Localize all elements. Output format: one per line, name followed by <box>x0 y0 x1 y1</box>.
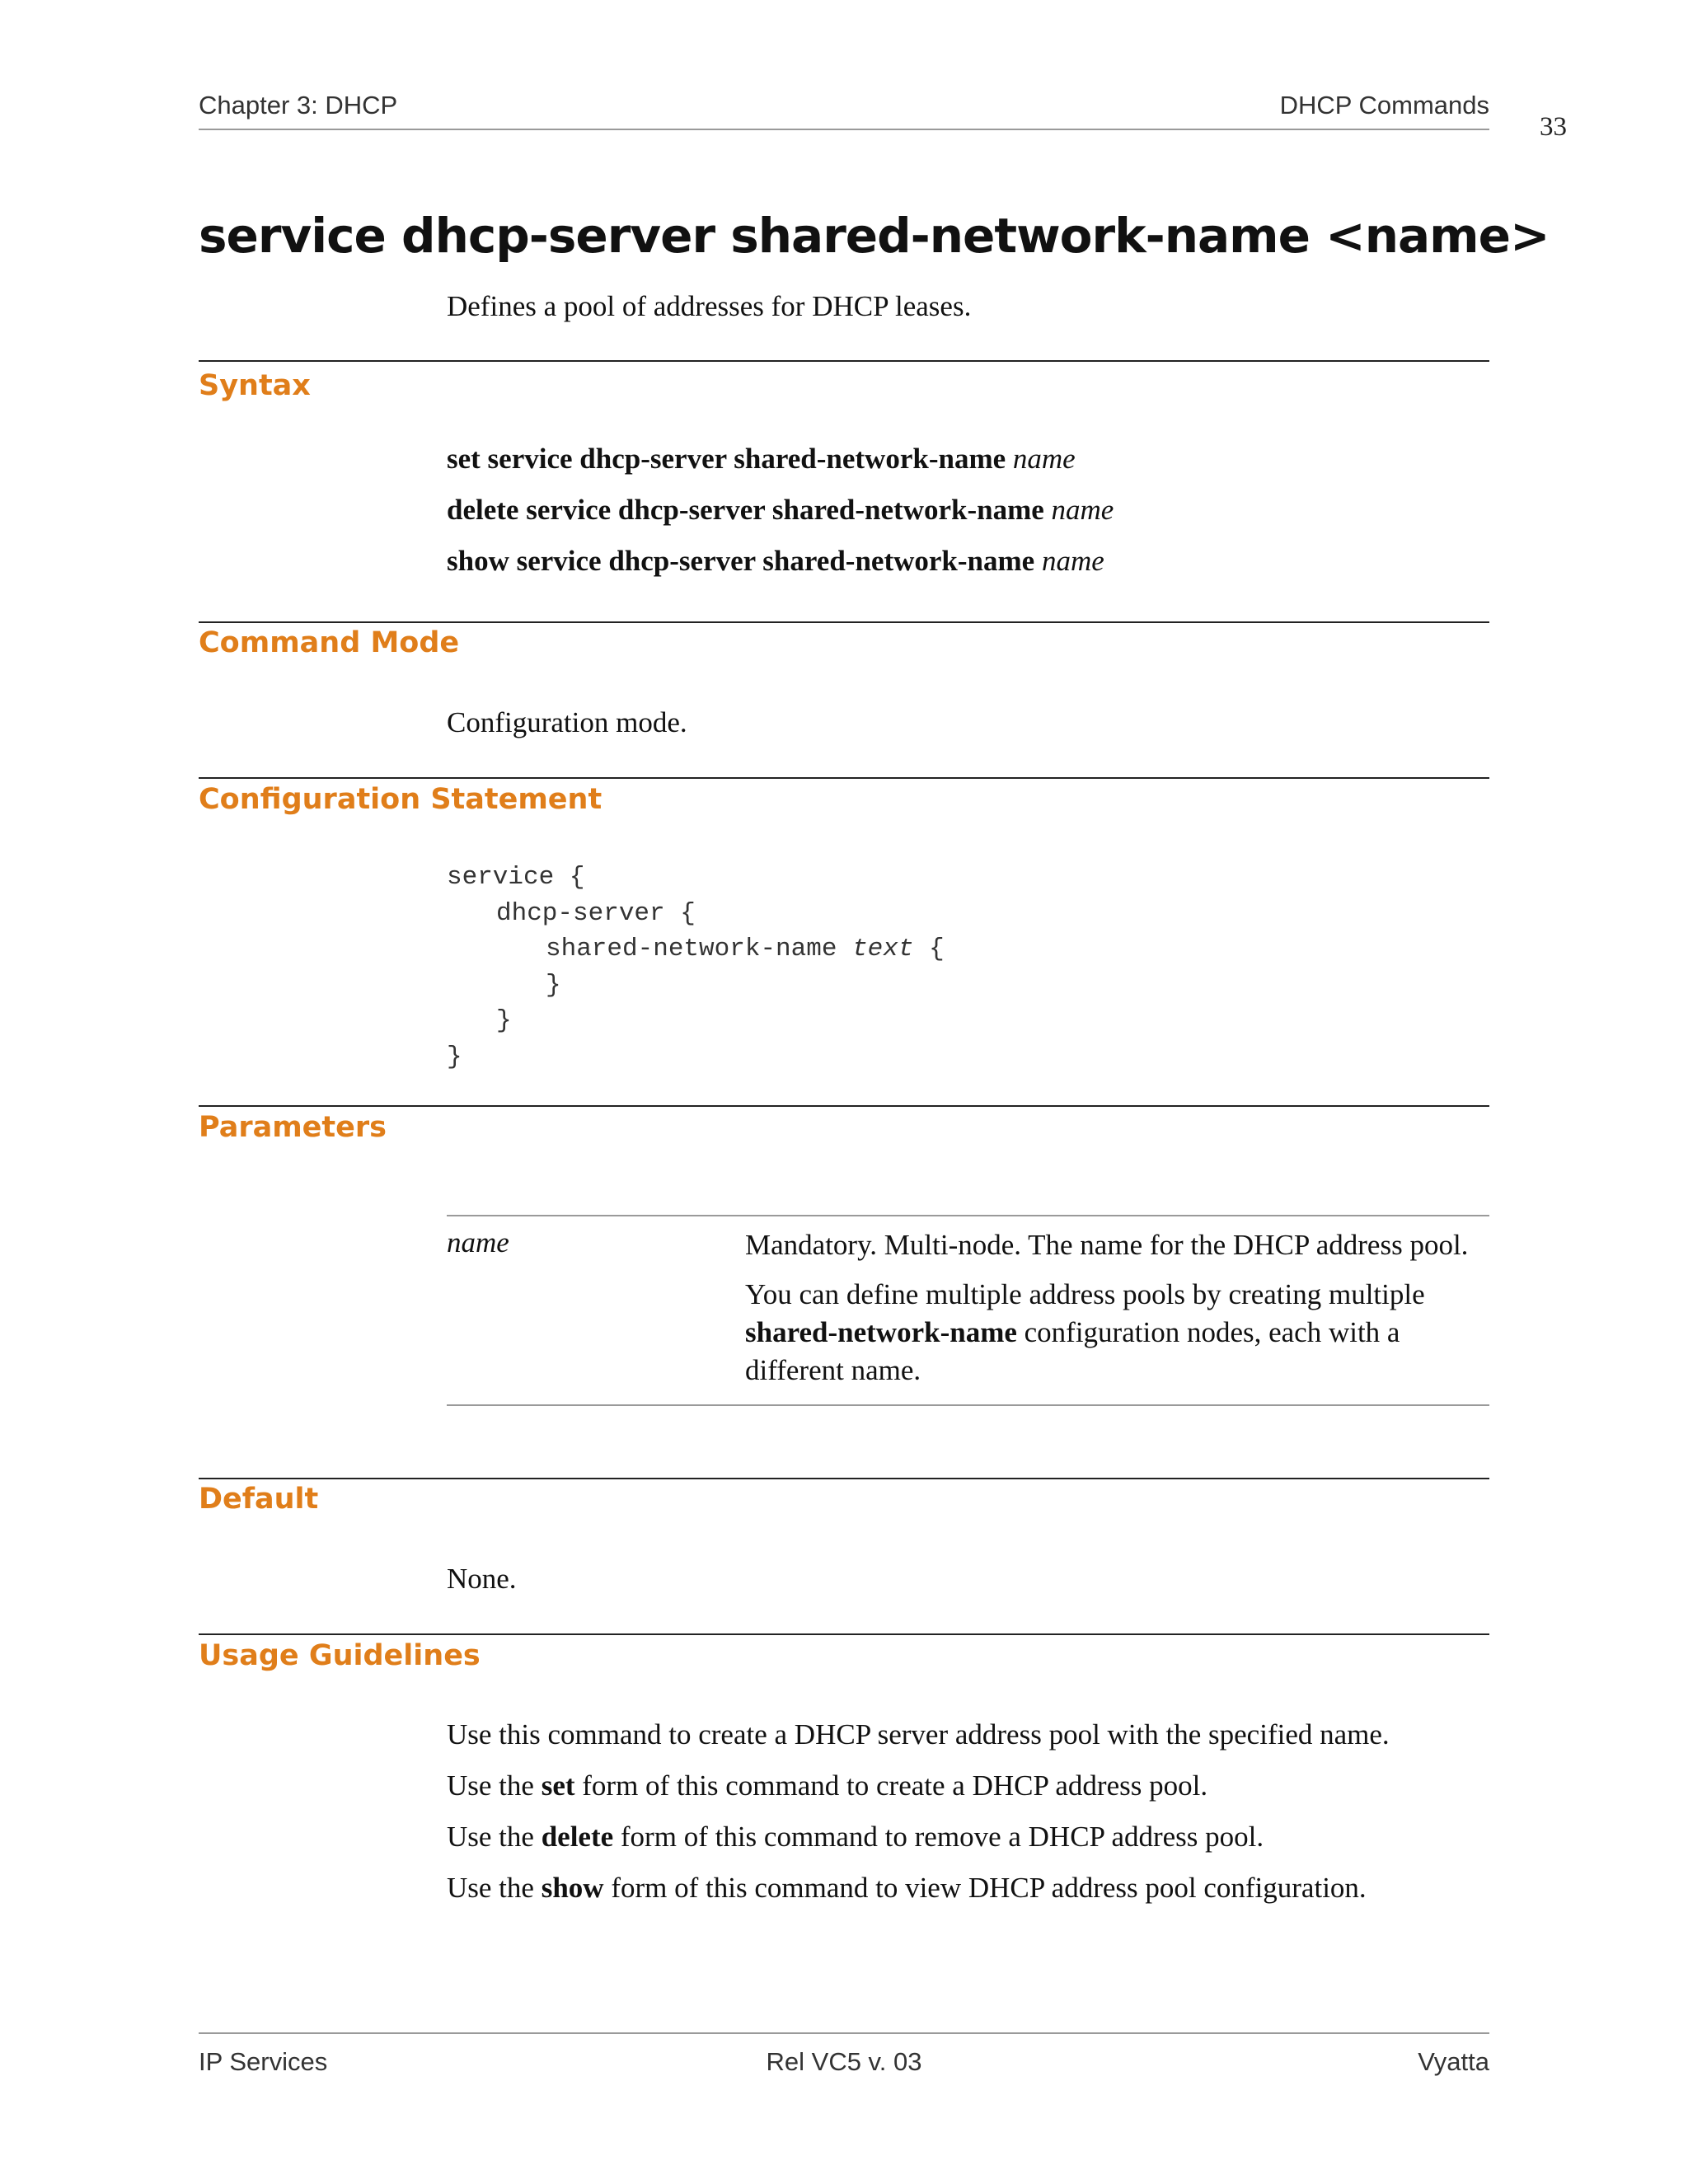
param-desc-keyword: shared-network-name <box>745 1316 1017 1348</box>
usage-line <box>447 1760 1489 1811</box>
usage-keyword: show <box>541 1872 604 1904</box>
command-summary: Defines a pool of addresses for DHCP leases. <box>447 290 972 322</box>
usage-text: Use the <box>447 1821 542 1853</box>
footer-left: IP Services <box>199 2047 328 2076</box>
syntax-command: show service dhcp-server shared-network-name <box>447 545 1035 577</box>
command-mode-value: Configuration mode. <box>447 706 687 738</box>
code-placeholder: text <box>852 935 914 963</box>
usage-text: form of this command to create a DHCP address pool. <box>574 1769 1208 1802</box>
section-divider <box>199 360 1489 362</box>
param-desc-paragraph: Mandatory. Multi-node. The name for the DHCP address pool. <box>745 1229 1469 1261</box>
chapter-label: Chapter 3: DHCP <box>199 91 398 120</box>
section-divider <box>199 1633 1489 1635</box>
code-line: } <box>546 970 561 1000</box>
footer-right: Vyatta <box>1418 2047 1489 2076</box>
default-value: None. <box>447 1563 517 1595</box>
code-line: } <box>496 1006 512 1035</box>
code-line: } <box>447 1042 462 1071</box>
footer-center: Rel VC5 v. 03 <box>766 2047 922 2076</box>
code-keyword: shared-network-name <box>546 935 853 963</box>
code-line: dhcp-server { <box>496 898 696 928</box>
syntax-command: set service dhcp-server shared-network-name <box>447 443 1006 475</box>
running-header <box>199 91 1489 130</box>
syntax-arg: name <box>1051 494 1114 526</box>
usage-text: Use the <box>447 1872 542 1904</box>
syntax-heading: Syntax <box>199 369 311 402</box>
param-description <box>745 1216 1489 1404</box>
page-number: 33 <box>1540 112 1567 142</box>
code-brace: { <box>913 935 945 963</box>
usage-heading: Usage Guidelines <box>199 1639 481 1672</box>
param-desc-paragraph <box>745 1276 1489 1390</box>
command-title: service dhcp-server shared-network-name <name> <box>199 208 1550 264</box>
section-divider <box>199 1478 1489 1479</box>
usage-line <box>447 1863 1489 1914</box>
syntax-arg: name <box>1041 545 1104 577</box>
command-mode-heading: Command Mode <box>199 626 460 659</box>
syntax-line <box>447 536 1489 587</box>
usage-text: Use the <box>447 1769 542 1802</box>
parameters-heading: Parameters <box>199 1111 387 1144</box>
running-footer <box>199 2032 1489 2076</box>
param-name: name <box>447 1226 509 1258</box>
code-line: service { <box>447 863 585 892</box>
table-row <box>447 1216 1489 1404</box>
param-desc-text: You can define multiple address pools by creating multiple <box>745 1278 1425 1310</box>
usage-text: form of this command to remove a DHCP address pool. <box>613 1821 1264 1853</box>
default-heading: Default <box>199 1483 319 1516</box>
usage-line: Use this command to create a DHCP server address pool with the specified name. <box>447 1718 1390 1750</box>
parameters-table <box>447 1215 1489 1406</box>
section-divider <box>199 777 1489 779</box>
syntax-command: delete service dhcp-server shared-network-name <box>447 494 1044 526</box>
syntax-line <box>447 434 1489 485</box>
syntax-arg: name <box>1012 443 1076 475</box>
code-line <box>447 931 945 968</box>
param-desc-text: configuration nodes, each with a different name. <box>745 1316 1400 1386</box>
config-statement-heading: Configuration Statement <box>199 783 603 816</box>
default-text <box>447 1554 1489 1605</box>
usage-line <box>447 1811 1489 1863</box>
config-code-block <box>447 860 945 1075</box>
usage-keyword: set <box>541 1769 575 1802</box>
section-label: DHCP Commands <box>1279 91 1489 120</box>
syntax-block <box>447 434 1489 587</box>
usage-keyword: delete <box>541 1821 614 1853</box>
command-mode-text <box>447 697 1489 748</box>
usage-block <box>447 1709 1489 1914</box>
section-divider <box>199 1105 1489 1107</box>
usage-text: form of this command to view DHCP address pool configuration. <box>603 1872 1367 1904</box>
section-divider <box>199 621 1489 623</box>
syntax-line <box>447 485 1489 536</box>
